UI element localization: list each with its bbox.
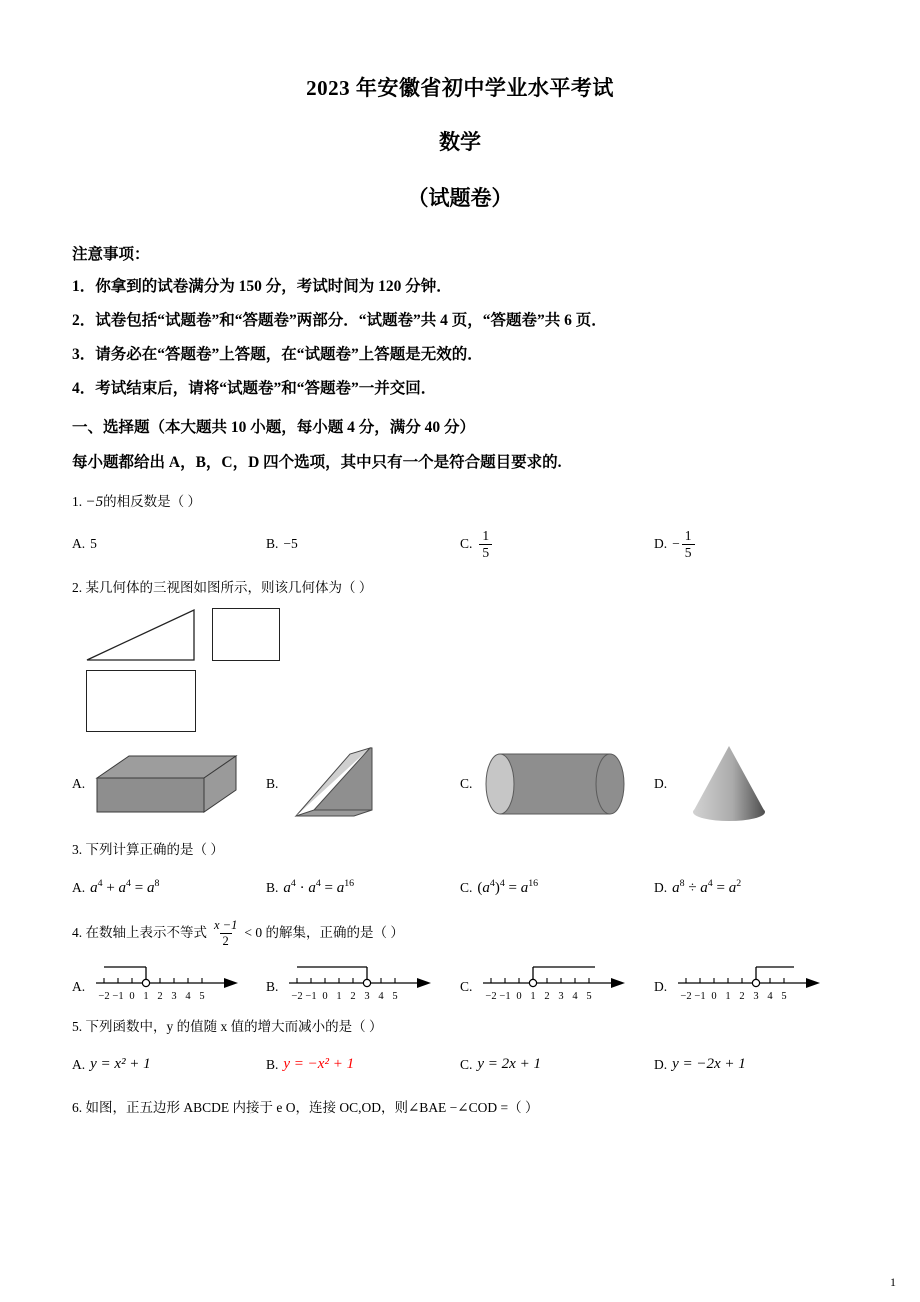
question-5 xyxy=(72,1017,848,1076)
option-c-expression: $(a^4)^4 = a^{16}$ xyxy=(477,877,539,896)
svg-text:−2: −2 xyxy=(291,991,303,1003)
question-5-options xyxy=(72,1053,848,1076)
svg-text:2: 2 xyxy=(544,991,551,1003)
fraction-numerator: x −1 xyxy=(214,918,238,933)
option-a-expression: $a^4 + a^4 = a^8$ xyxy=(90,877,160,896)
question-3-stem: 3. 下列计算正确的是（ ） xyxy=(72,842,224,858)
option-d-label: D. xyxy=(654,776,668,792)
option-c-label: C. xyxy=(460,979,473,995)
svg-text:3: 3 xyxy=(558,991,565,1003)
note-item: 4．考试结束后，请将“试题卷”和“答题卷”一并交回． xyxy=(72,379,437,397)
front-view-triangle-icon xyxy=(86,608,196,662)
triangular-prism-icon xyxy=(284,744,404,824)
question-5-stem: 5. 下列函数中，y 的值随 x 值的增大而减小的是（ ） xyxy=(72,1019,383,1035)
svg-text:0: 0 xyxy=(129,991,135,1003)
question-1-options xyxy=(72,529,848,559)
svg-text:3: 3 xyxy=(364,991,371,1003)
fraction-denominator: 2 xyxy=(220,933,232,948)
question-2-stem: 2. 某几何体的三视图如图所示，则该几何体为（ ） xyxy=(72,580,373,596)
question-1-number: 1. xyxy=(72,493,83,509)
fraction-denominator: 5 xyxy=(682,544,695,560)
option-a-label: A. xyxy=(72,776,86,792)
svg-text:2: 2 xyxy=(739,991,745,1003)
svg-text:1: 1 xyxy=(143,991,149,1003)
svg-text:1: 1 xyxy=(725,991,731,1003)
question-6 xyxy=(72,1098,848,1118)
question-1-stem xyxy=(72,491,848,514)
cylinder-icon xyxy=(478,746,628,822)
option-d-label: D. xyxy=(654,879,668,895)
option-c[interactable] xyxy=(460,1053,654,1076)
svg-text:−2: −2 xyxy=(98,991,110,1003)
cuboid-icon xyxy=(91,748,241,820)
option-d[interactable] xyxy=(654,742,848,826)
svg-text:−2: −2 xyxy=(485,991,497,1003)
option-b-label: B. xyxy=(266,979,279,995)
svg-text:−1: −1 xyxy=(305,991,317,1003)
option-a-expression: y = x² + 1 xyxy=(90,1056,151,1073)
cone-icon xyxy=(673,742,783,826)
note-item: 2．试卷包括“试题卷”和“答题卷”两部分．“试题卷”共 4 页，“答题卷”共 6 页． xyxy=(72,311,607,329)
svg-text:4: 4 xyxy=(767,991,773,1003)
three-view-figure xyxy=(86,608,848,736)
option-d-sign: − xyxy=(672,536,680,552)
option-d-label: D. xyxy=(654,979,668,995)
question-1 xyxy=(72,491,848,560)
option-a-label: A. xyxy=(72,879,86,895)
question-4 xyxy=(72,919,848,1005)
svg-text:4: 4 xyxy=(185,991,191,1003)
option-c-label: C. xyxy=(460,879,473,895)
paper-kind: （试题卷） xyxy=(407,186,513,210)
option-b[interactable] xyxy=(266,744,460,824)
option-a[interactable] xyxy=(72,1053,266,1076)
option-d-label: D. xyxy=(654,536,668,552)
option-b[interactable] xyxy=(266,877,460,900)
document-body xyxy=(0,242,920,1118)
option-a[interactable] xyxy=(72,957,266,1005)
option-b-label: B. xyxy=(266,536,279,552)
svg-text:2: 2 xyxy=(157,991,163,1003)
note-item: 1．你拿到的试卷满分为 150 分，考试时间为 120 分钟． xyxy=(72,278,452,295)
option-d-label: D. xyxy=(654,1056,668,1072)
option-b-expression: y = −x² + 1 xyxy=(283,1056,355,1073)
page-title: 2023 年安徽省初中学业水平考试 xyxy=(306,76,614,100)
svg-text:3: 3 xyxy=(753,991,759,1003)
number-line-b-icon xyxy=(281,957,441,1005)
option-d[interactable] xyxy=(654,957,848,1005)
option-a[interactable] xyxy=(72,748,266,820)
question-2-options xyxy=(72,742,848,826)
page-number: 1 xyxy=(890,1275,896,1289)
question-4-stem xyxy=(72,919,848,947)
fraction-numerator: 1 xyxy=(482,528,490,544)
option-b-label: B. xyxy=(266,776,279,792)
option-d-expression: $a^8 \div a^4 = a^2$ xyxy=(672,877,742,896)
fraction xyxy=(682,529,695,559)
question-4-suffix: < 0 的解集，正确的是（ ） xyxy=(244,925,404,941)
option-c-label: C. xyxy=(460,1056,473,1072)
svg-text:3: 3 xyxy=(171,991,177,1003)
note-item: 3．请务必在“答题卷”上答题，在“试题卷”上答题是无效的． xyxy=(72,345,483,363)
question-3-options xyxy=(72,877,848,900)
option-d-expression: y = −2x + 1 xyxy=(672,1056,746,1073)
option-b[interactable] xyxy=(266,957,460,1005)
fraction-denominator: 5 xyxy=(479,544,492,560)
option-b[interactable] xyxy=(266,1053,460,1076)
svg-text:4: 4 xyxy=(378,991,385,1003)
option-a-text: 5 xyxy=(90,536,97,552)
question-2 xyxy=(72,578,848,826)
section-one-heading: 一、选择题（本大题共 10 小题，每小题 4 分，满分 40 分） xyxy=(72,418,476,436)
question-4-prefix: 4. 在数轴上表示不等式 xyxy=(72,925,207,941)
option-a[interactable] xyxy=(72,877,266,900)
question-1-value: −5 xyxy=(85,493,104,510)
option-a-label: A. xyxy=(72,979,86,995)
fraction-numerator: 1 xyxy=(684,528,692,544)
number-line-c-icon xyxy=(475,957,635,1005)
option-c[interactable] xyxy=(460,746,654,822)
option-d[interactable] xyxy=(654,1053,848,1076)
svg-text:1: 1 xyxy=(336,991,343,1003)
svg-text:4: 4 xyxy=(572,991,579,1003)
svg-text:−1: −1 xyxy=(112,991,124,1003)
svg-text:5: 5 xyxy=(199,991,205,1003)
svg-text:5: 5 xyxy=(586,991,593,1003)
option-b-expression: $a^4 \cdot a^4 = a^{16}$ xyxy=(283,877,355,896)
svg-text:−2: −2 xyxy=(680,991,692,1003)
option-d[interactable] xyxy=(654,529,848,559)
svg-text:5: 5 xyxy=(781,991,787,1003)
question-4-options xyxy=(72,957,848,1005)
option-c-expression: y = 2x + 1 xyxy=(477,1056,541,1073)
option-c[interactable] xyxy=(460,957,654,1005)
svg-text:0: 0 xyxy=(516,991,523,1003)
svg-text:−1: −1 xyxy=(694,991,706,1003)
notes-heading: 注意事项： xyxy=(72,246,150,263)
fraction xyxy=(211,919,240,947)
option-a-label: A. xyxy=(72,536,86,552)
subject-title: 数学 xyxy=(439,130,481,154)
number-line-a-icon xyxy=(88,957,248,1005)
option-b-text: −5 xyxy=(283,536,298,552)
svg-text:0: 0 xyxy=(322,991,329,1003)
question-1-suffix: 的相反数是（ ） xyxy=(103,493,201,509)
option-a-label: A. xyxy=(72,1056,86,1072)
svg-text:2: 2 xyxy=(350,991,357,1003)
option-c[interactable] xyxy=(460,529,654,559)
question-3 xyxy=(72,840,848,899)
option-c-label: C. xyxy=(460,536,473,552)
fraction xyxy=(479,529,492,559)
section-one-subheading: 每小题都给出 A，B，C，D 四个选项，其中只有一个是符合题目要求的. xyxy=(72,453,562,471)
svg-text:1: 1 xyxy=(530,991,537,1003)
question-6-stem: 6. 如图，正五边形 ABCDE 内接于 e O，连接 OC,OD，则∠BAE −∠COD =（ ） xyxy=(72,1099,539,1115)
number-line-d-icon xyxy=(670,957,830,1005)
top-view-rectangle-icon xyxy=(86,670,196,732)
option-b[interactable] xyxy=(266,534,460,554)
svg-text:−1: −1 xyxy=(499,991,511,1003)
option-d[interactable] xyxy=(654,877,848,900)
option-c-label: C. xyxy=(460,776,473,792)
svg-text:0: 0 xyxy=(711,991,717,1003)
option-b-label: B. xyxy=(266,879,279,895)
side-view-rectangle-icon xyxy=(212,608,280,661)
svg-text:5: 5 xyxy=(392,991,399,1003)
option-c[interactable] xyxy=(460,877,654,900)
option-a[interactable] xyxy=(72,534,266,554)
option-b-label: B. xyxy=(266,1056,279,1072)
